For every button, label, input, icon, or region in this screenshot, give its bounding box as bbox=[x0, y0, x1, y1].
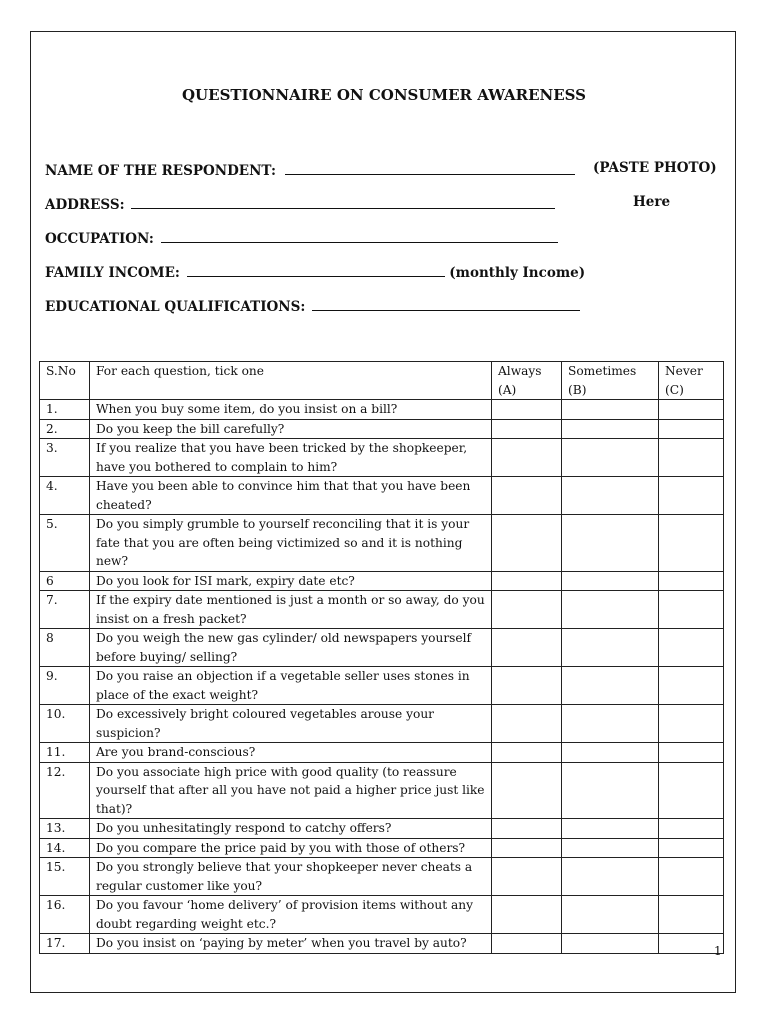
answer-never-cell[interactable] bbox=[659, 743, 724, 763]
answer-always-cell[interactable] bbox=[492, 819, 562, 839]
row-number: 10. bbox=[40, 705, 90, 743]
education-field bbox=[45, 296, 580, 315]
answer-never-cell[interactable] bbox=[659, 838, 724, 858]
answer-always-cell[interactable] bbox=[492, 629, 562, 667]
header-never bbox=[659, 362, 724, 400]
table-row bbox=[40, 743, 724, 763]
answer-never-cell[interactable] bbox=[659, 477, 724, 515]
answer-never-cell[interactable] bbox=[659, 419, 724, 439]
respondent-name-line[interactable] bbox=[285, 160, 575, 175]
row-question: Do you look for ISI mark, expiry date etc? bbox=[90, 571, 492, 591]
table-row bbox=[40, 629, 724, 667]
answer-never-cell[interactable] bbox=[659, 858, 724, 896]
answer-never-cell[interactable] bbox=[659, 667, 724, 705]
row-number: 1. bbox=[40, 400, 90, 420]
table-row bbox=[40, 858, 724, 896]
family-income-suffix: (monthly Income) bbox=[449, 265, 586, 281]
family-income-field bbox=[45, 262, 585, 281]
table-row bbox=[40, 591, 724, 629]
table-row bbox=[40, 419, 724, 439]
row-number: 15. bbox=[40, 858, 90, 896]
table-row bbox=[40, 896, 724, 934]
respondent-name-field bbox=[45, 160, 575, 179]
row-number: 12. bbox=[40, 762, 90, 819]
table-row bbox=[40, 571, 724, 591]
education-line[interactable] bbox=[312, 296, 580, 311]
row-number: 11. bbox=[40, 743, 90, 763]
answer-sometimes-cell[interactable] bbox=[562, 419, 659, 439]
row-number: 3. bbox=[40, 439, 90, 477]
row-question: If the expiry date mentioned is just a month or so away, do you insist on a fresh packet? bbox=[90, 591, 492, 629]
row-question: Do you weigh the new gas cylinder/ old newspapers yourself before buying/ selling? bbox=[90, 629, 492, 667]
answer-always-cell[interactable] bbox=[492, 762, 562, 819]
answer-sometimes-cell[interactable] bbox=[562, 477, 659, 515]
row-number: 16. bbox=[40, 896, 90, 934]
answer-sometimes-cell[interactable] bbox=[562, 400, 659, 420]
answer-always-cell[interactable] bbox=[492, 591, 562, 629]
row-question: Do excessively bright coloured vegetables arouse your suspicion? bbox=[90, 705, 492, 743]
row-question: Do you keep the bill carefully? bbox=[90, 419, 492, 439]
answer-never-cell[interactable] bbox=[659, 629, 724, 667]
header-never-label: Never bbox=[665, 364, 703, 378]
questionnaire-table bbox=[39, 361, 724, 954]
answer-sometimes-cell[interactable] bbox=[562, 591, 659, 629]
row-number: 8 bbox=[40, 629, 90, 667]
table-row bbox=[40, 838, 724, 858]
row-question: Have you been able to convince him that that you have been cheated? bbox=[90, 477, 492, 515]
answer-sometimes-cell[interactable] bbox=[562, 515, 659, 572]
answer-always-cell[interactable] bbox=[492, 477, 562, 515]
row-number: 2. bbox=[40, 419, 90, 439]
answer-always-cell[interactable] bbox=[492, 439, 562, 477]
answer-never-cell[interactable] bbox=[659, 819, 724, 839]
answer-sometimes-cell[interactable] bbox=[562, 705, 659, 743]
answer-sometimes-cell[interactable] bbox=[562, 819, 659, 839]
table-row bbox=[40, 439, 724, 477]
education-label: EDUCATIONAL QUALIFICATIONS: bbox=[45, 299, 306, 315]
answer-always-cell[interactable] bbox=[492, 858, 562, 896]
row-question: Are you brand-conscious? bbox=[90, 743, 492, 763]
row-number: 14. bbox=[40, 838, 90, 858]
paste-photo-label: (PASTE PHOTO) bbox=[593, 160, 717, 176]
answer-sometimes-cell[interactable] bbox=[562, 743, 659, 763]
header-always-label: Always bbox=[498, 364, 542, 378]
answer-never-cell[interactable] bbox=[659, 515, 724, 572]
row-number: 17. bbox=[40, 934, 90, 954]
respondent-name-label: NAME OF THE RESPONDENT: bbox=[45, 163, 276, 179]
answer-always-cell[interactable] bbox=[492, 419, 562, 439]
address-label: ADDRESS: bbox=[45, 197, 125, 213]
answer-sometimes-cell[interactable] bbox=[562, 571, 659, 591]
answer-never-cell[interactable] bbox=[659, 571, 724, 591]
table-row bbox=[40, 667, 724, 705]
family-income-line[interactable] bbox=[187, 262, 445, 277]
answer-always-cell[interactable] bbox=[492, 515, 562, 572]
header-always bbox=[492, 362, 562, 400]
table-header-row bbox=[40, 362, 724, 400]
occupation-label: OCCUPATION: bbox=[45, 231, 154, 247]
questionnaire-body bbox=[40, 362, 724, 954]
table-row bbox=[40, 819, 724, 839]
row-number: 5. bbox=[40, 515, 90, 572]
header-sometimes-label: Sometimes bbox=[568, 364, 637, 378]
answer-always-cell[interactable] bbox=[492, 571, 562, 591]
answer-never-cell[interactable] bbox=[659, 400, 724, 420]
answer-never-cell[interactable] bbox=[659, 762, 724, 819]
answer-sometimes-cell[interactable] bbox=[562, 629, 659, 667]
answer-sometimes-cell[interactable] bbox=[562, 838, 659, 858]
row-question: If you realize that you have been tricked by the shopkeeper, have you bothered to complain to him? bbox=[90, 439, 492, 477]
row-question: Do you raise an objection if a vegetable seller uses stones in place of the exact weight? bbox=[90, 667, 492, 705]
answer-always-cell[interactable] bbox=[492, 667, 562, 705]
row-number: 6 bbox=[40, 571, 90, 591]
header-question: For each question, tick one bbox=[90, 362, 492, 400]
answer-sometimes-cell[interactable] bbox=[562, 439, 659, 477]
header-always-code: (A) bbox=[498, 382, 517, 397]
answer-never-cell[interactable] bbox=[659, 705, 724, 743]
address-line[interactable] bbox=[131, 194, 555, 209]
answer-sometimes-cell[interactable] bbox=[562, 667, 659, 705]
answer-always-cell[interactable] bbox=[492, 934, 562, 954]
table-row bbox=[40, 400, 724, 420]
table-row bbox=[40, 515, 724, 572]
family-income-label: FAMILY INCOME: bbox=[45, 265, 180, 281]
table-row bbox=[40, 934, 724, 954]
header-sometimes bbox=[562, 362, 659, 400]
row-number: 4. bbox=[40, 477, 90, 515]
header-never-code: (C) bbox=[665, 382, 684, 397]
address-field bbox=[45, 194, 555, 213]
occupation-field bbox=[45, 228, 558, 247]
answer-never-cell[interactable] bbox=[659, 439, 724, 477]
row-question: Do you insist on ‘paying by meter’ when you travel by auto? bbox=[90, 934, 492, 954]
header-sno: S.No bbox=[40, 362, 90, 400]
answer-sometimes-cell[interactable] bbox=[562, 896, 659, 934]
row-question: Do you strongly believe that your shopkeeper never cheats a regular customer like you? bbox=[90, 858, 492, 896]
answer-always-cell[interactable] bbox=[492, 896, 562, 934]
answer-always-cell[interactable] bbox=[492, 838, 562, 858]
answer-sometimes-cell[interactable] bbox=[562, 934, 659, 954]
row-number: 7. bbox=[40, 591, 90, 629]
row-number: 13. bbox=[40, 819, 90, 839]
table-row bbox=[40, 477, 724, 515]
row-question: Do you compare the price paid by you with those of others? bbox=[90, 838, 492, 858]
row-question: Do you associate high price with good quality (to reassure yourself that after all you have not paid a higher price just like that)? bbox=[90, 762, 492, 819]
row-question: Do you simply grumble to yourself reconciling that it is your fate that you are often being victimized so and it is nothing new? bbox=[90, 515, 492, 572]
row-question: When you buy some item, do you insist on a bill? bbox=[90, 400, 492, 420]
table-row bbox=[40, 762, 724, 819]
occupation-line[interactable] bbox=[161, 228, 558, 243]
answer-always-cell[interactable] bbox=[492, 743, 562, 763]
row-question: Do you favour ‘home delivery’ of provision items without any doubt regarding weight etc.? bbox=[90, 896, 492, 934]
page-number: 1 bbox=[714, 944, 722, 958]
answer-always-cell[interactable] bbox=[492, 705, 562, 743]
page-title: QUESTIONNAIRE ON CONSUMER AWARENESS bbox=[181, 86, 586, 104]
table-row bbox=[40, 705, 724, 743]
paste-photo-here: Here bbox=[633, 194, 671, 210]
row-question: Do you unhesitatingly respond to catchy offers? bbox=[90, 819, 492, 839]
answer-never-cell[interactable] bbox=[659, 591, 724, 629]
answer-never-cell[interactable] bbox=[659, 896, 724, 934]
answer-sometimes-cell[interactable] bbox=[562, 762, 659, 819]
answer-sometimes-cell[interactable] bbox=[562, 858, 659, 896]
header-sometimes-code: (B) bbox=[568, 382, 587, 397]
answer-always-cell[interactable] bbox=[492, 400, 562, 420]
row-number: 9. bbox=[40, 667, 90, 705]
